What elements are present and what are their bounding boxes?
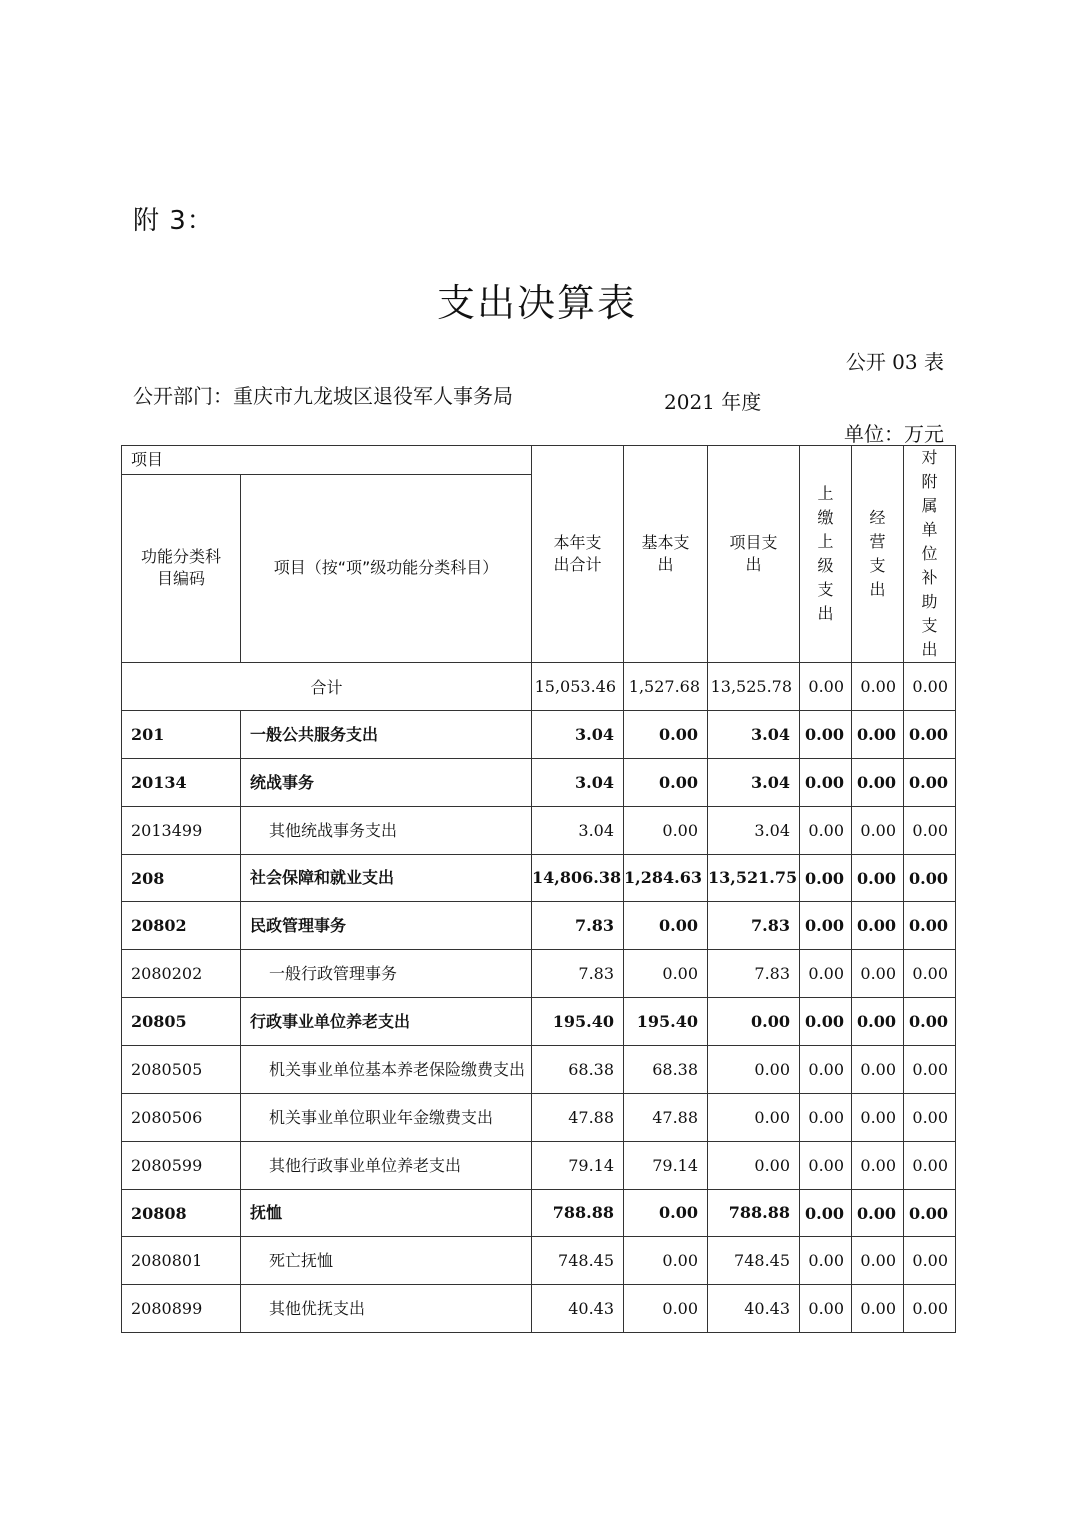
header-subsidy: 对附属单位补助支出 — [904, 446, 956, 663]
row-project: 13,521.75 — [708, 855, 800, 902]
row-name: 其他优抚支出 — [241, 1285, 532, 1333]
row-code: 2080202 — [122, 950, 241, 998]
table-row — [122, 1285, 956, 1333]
total-upper: 0.00 — [800, 663, 852, 711]
row-upper: 0.00 — [800, 1285, 852, 1333]
row-total: 14,806.38 — [532, 855, 624, 902]
row-total: 3.04 — [532, 711, 624, 759]
row-subsidy: 0.00 — [904, 902, 956, 950]
row-code: 2080506 — [122, 1094, 241, 1142]
row-name: 机关事业单位基本养老保险缴费支出 — [241, 1046, 532, 1094]
row-project: 7.83 — [708, 902, 800, 950]
row-name: 统战事务 — [241, 759, 532, 807]
row-project: 0.00 — [708, 1142, 800, 1190]
row-total: 7.83 — [532, 902, 624, 950]
row-basic: 0.00 — [624, 1285, 708, 1333]
table-row — [122, 1237, 956, 1285]
row-basic: 0.00 — [624, 759, 708, 807]
row-project: 3.04 — [708, 807, 800, 855]
row-project: 0.00 — [708, 1046, 800, 1094]
header-basic: 基本支出 — [624, 446, 708, 663]
header-business: 经营支出 — [852, 446, 904, 663]
row-business: 0.00 — [852, 998, 904, 1046]
table-row — [122, 1046, 956, 1094]
row-code: 2080899 — [122, 1285, 241, 1333]
total-total: 15,053.46 — [532, 663, 624, 711]
row-basic: 195.40 — [624, 998, 708, 1046]
row-business: 0.00 — [852, 1094, 904, 1142]
appendix-label: 附 3： — [133, 206, 214, 236]
header-item: 项目（按“项”级功能分类科目） — [241, 474, 532, 662]
row-total: 3.04 — [532, 807, 624, 855]
row-upper: 0.00 — [800, 1142, 852, 1190]
row-subsidy: 0.00 — [904, 1094, 956, 1142]
row-code: 20134 — [122, 759, 241, 807]
table-row — [122, 1094, 956, 1142]
row-total: 748.45 — [532, 1237, 624, 1285]
row-total: 3.04 — [532, 759, 624, 807]
currency-unit: 单位：万元 — [844, 422, 944, 446]
row-code: 201 — [122, 711, 241, 759]
row-total: 788.88 — [532, 1190, 624, 1237]
row-subsidy: 0.00 — [904, 855, 956, 902]
header-project: 项目 — [122, 446, 532, 475]
row-subsidy: 0.00 — [904, 1046, 956, 1094]
row-basic: 0.00 — [624, 1237, 708, 1285]
header-code: 功能分类科目编码 — [122, 474, 241, 662]
row-upper: 0.00 — [800, 902, 852, 950]
table-row — [122, 759, 956, 807]
row-subsidy: 0.00 — [904, 807, 956, 855]
row-code: 2013499 — [122, 807, 241, 855]
row-project: 748.45 — [708, 1237, 800, 1285]
row-upper: 0.00 — [800, 807, 852, 855]
row-project: 3.04 — [708, 711, 800, 759]
row-upper: 0.00 — [800, 855, 852, 902]
row-code: 208 — [122, 855, 241, 902]
row-code: 2080599 — [122, 1142, 241, 1190]
fiscal-year: 2021 年度 — [664, 390, 762, 414]
row-name: 其他统战事务支出 — [241, 807, 532, 855]
row-subsidy: 0.00 — [904, 759, 956, 807]
form-number: 公开 03 表 — [845, 350, 944, 374]
department: 公开部门：重庆市九龙坡区退役军人事务局 — [133, 384, 513, 408]
row-basic: 0.00 — [624, 902, 708, 950]
row-subsidy: 0.00 — [904, 1190, 956, 1237]
row-code: 2080801 — [122, 1237, 241, 1285]
row-upper: 0.00 — [800, 1046, 852, 1094]
table-row — [122, 855, 956, 902]
row-name: 机关事业单位职业年金缴费支出 — [241, 1094, 532, 1142]
row-name: 社会保障和就业支出 — [241, 855, 532, 902]
row-total: 7.83 — [532, 950, 624, 998]
row-total: 47.88 — [532, 1094, 624, 1142]
total-basic: 1,527.68 — [624, 663, 708, 711]
table-row — [122, 998, 956, 1046]
row-subsidy: 0.00 — [904, 998, 956, 1046]
row-subsidy: 0.00 — [904, 711, 956, 759]
row-basic: 68.38 — [624, 1046, 708, 1094]
row-subsidy: 0.00 — [904, 950, 956, 998]
row-basic: 0.00 — [624, 711, 708, 759]
row-name: 行政事业单位养老支出 — [241, 998, 532, 1046]
table-row — [122, 807, 956, 855]
row-name: 其他行政事业单位养老支出 — [241, 1142, 532, 1190]
row-upper: 0.00 — [800, 950, 852, 998]
total-subsidy: 0.00 — [904, 663, 956, 711]
row-name: 抚恤 — [241, 1190, 532, 1237]
total-project: 13,525.78 — [708, 663, 800, 711]
row-basic: 1,284.63 — [624, 855, 708, 902]
row-business: 0.00 — [852, 1142, 904, 1190]
row-business: 0.00 — [852, 759, 904, 807]
row-upper: 0.00 — [800, 998, 852, 1046]
row-code: 20805 — [122, 998, 241, 1046]
row-project: 788.88 — [708, 1190, 800, 1237]
row-upper: 0.00 — [800, 1237, 852, 1285]
table-row — [122, 1142, 956, 1190]
expenditure-table — [121, 445, 956, 1333]
row-name: 一般行政管理事务 — [241, 950, 532, 998]
row-business: 0.00 — [852, 1237, 904, 1285]
table-row — [122, 902, 956, 950]
header-upper: 上缴上级支出 — [800, 446, 852, 663]
header-total: 本年支出合计 — [532, 446, 624, 663]
row-code: 2080505 — [122, 1046, 241, 1094]
row-basic: 0.00 — [624, 950, 708, 998]
row-upper: 0.00 — [800, 1190, 852, 1237]
row-project: 40.43 — [708, 1285, 800, 1333]
table-row — [122, 1190, 956, 1237]
row-business: 0.00 — [852, 855, 904, 902]
row-total: 195.40 — [532, 998, 624, 1046]
row-project: 0.00 — [708, 998, 800, 1046]
row-name: 一般公共服务支出 — [241, 711, 532, 759]
table-row — [122, 950, 956, 998]
row-code: 20808 — [122, 1190, 241, 1237]
row-name: 死亡抚恤 — [241, 1237, 532, 1285]
page-title: 支出决算表 — [436, 281, 637, 325]
row-basic: 0.00 — [624, 807, 708, 855]
row-business: 0.00 — [852, 711, 904, 759]
row-basic: 47.88 — [624, 1094, 708, 1142]
row-business: 0.00 — [852, 1285, 904, 1333]
header-project-exp: 项目支出 — [708, 446, 800, 663]
row-upper: 0.00 — [800, 759, 852, 807]
row-project: 3.04 — [708, 759, 800, 807]
row-business: 0.00 — [852, 950, 904, 998]
row-subsidy: 0.00 — [904, 1285, 956, 1333]
row-basic: 79.14 — [624, 1142, 708, 1190]
row-upper: 0.00 — [800, 1094, 852, 1142]
total-business: 0.00 — [852, 663, 904, 711]
row-total: 40.43 — [532, 1285, 624, 1333]
row-business: 0.00 — [852, 902, 904, 950]
row-subsidy: 0.00 — [904, 1142, 956, 1190]
table-row — [122, 711, 956, 759]
row-business: 0.00 — [852, 807, 904, 855]
total-row — [122, 663, 956, 711]
row-name: 民政管理事务 — [241, 902, 532, 950]
row-basic: 0.00 — [624, 1190, 708, 1237]
row-project: 0.00 — [708, 1094, 800, 1142]
total-label: 合计 — [122, 663, 532, 711]
row-project: 7.83 — [708, 950, 800, 998]
row-total: 79.14 — [532, 1142, 624, 1190]
row-subsidy: 0.00 — [904, 1237, 956, 1285]
row-business: 0.00 — [852, 1190, 904, 1237]
row-total: 68.38 — [532, 1046, 624, 1094]
row-code: 20802 — [122, 902, 241, 950]
row-upper: 0.00 — [800, 711, 852, 759]
row-business: 0.00 — [852, 1046, 904, 1094]
